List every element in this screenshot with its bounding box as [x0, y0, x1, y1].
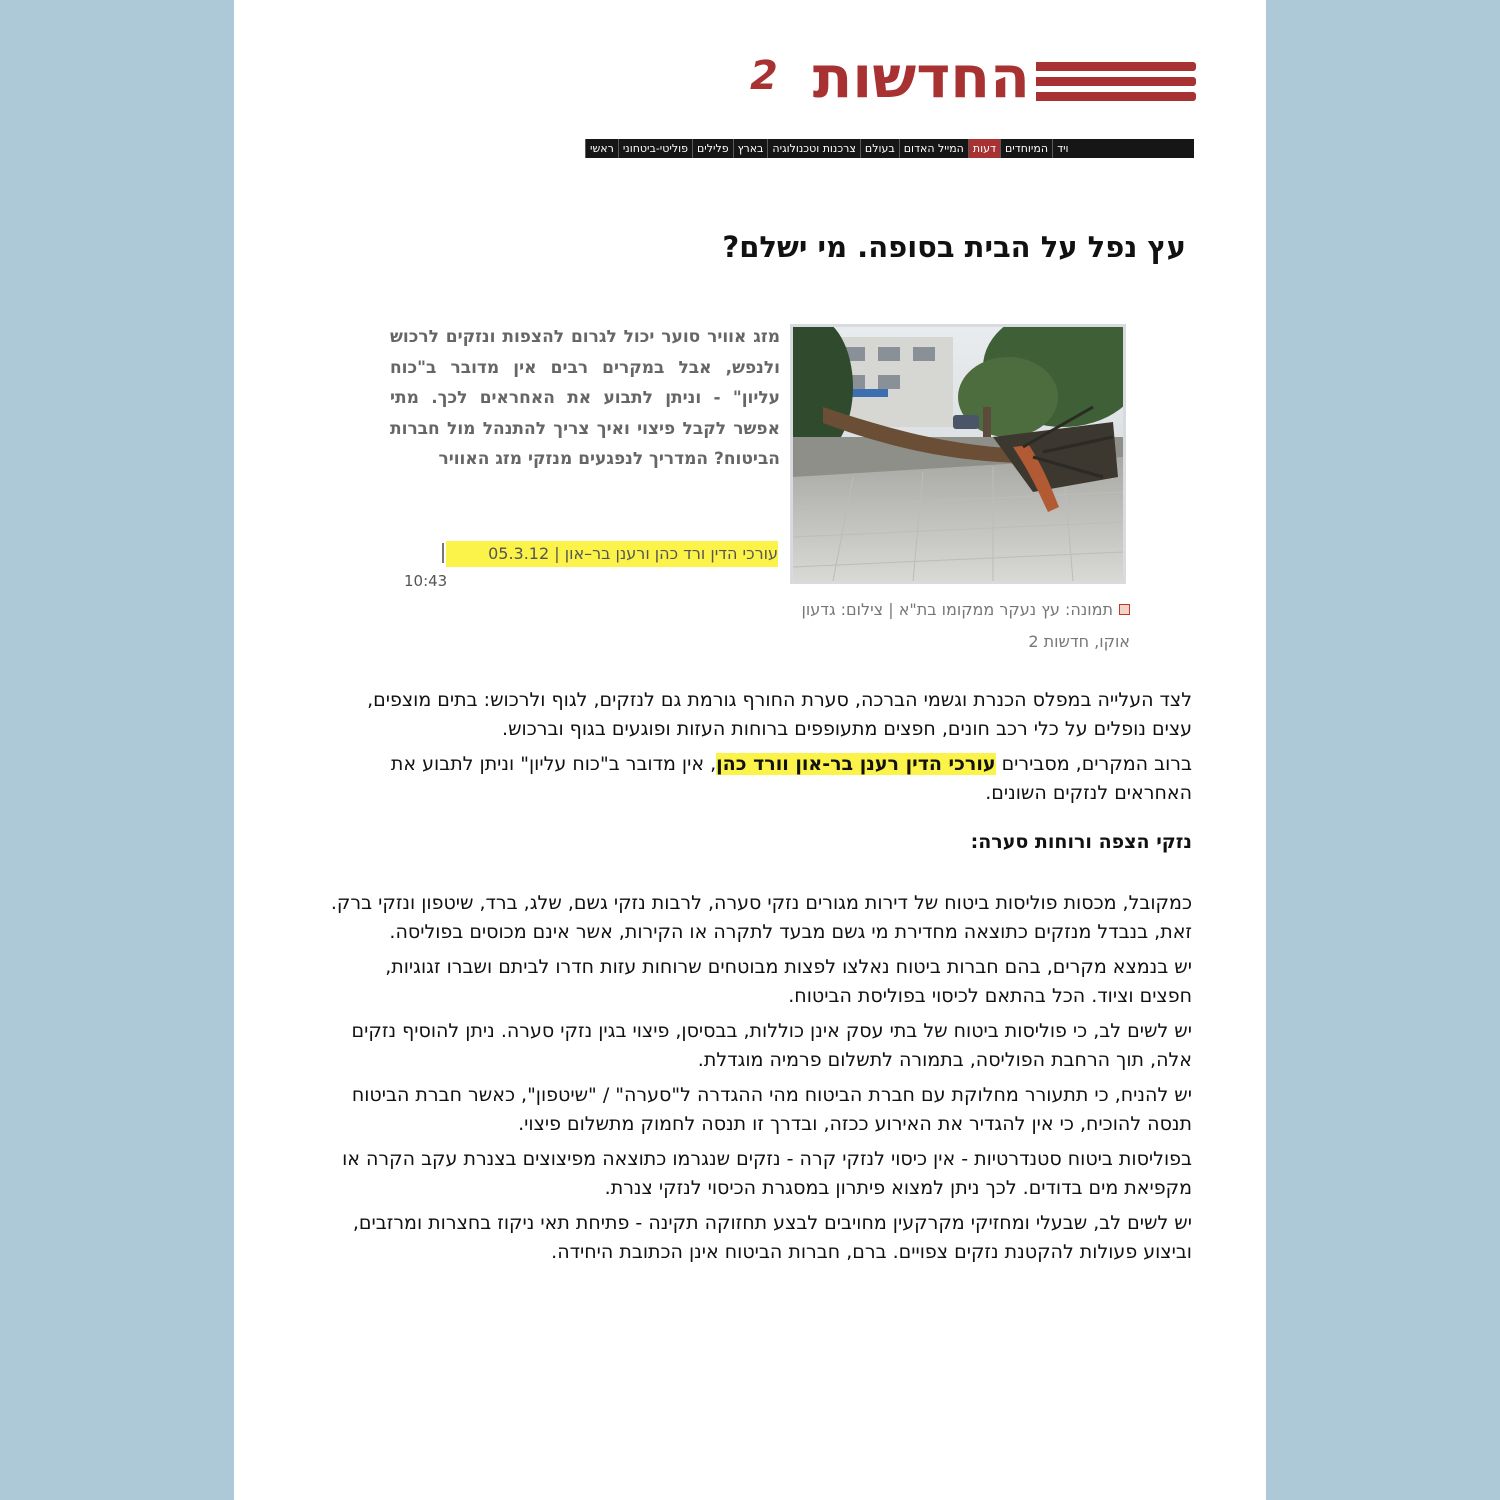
logo-stripes-icon — [1036, 62, 1196, 110]
photo-caption — [790, 594, 1130, 658]
article-lead: מזג אוויר סוער יכול לגרום להצפות ונזקים לרכוש ולנפש, אבל במקרים רבים אין מדובר ב"כוח עליון" - וניתן לתבוע את האחראים לכך. מתי אפשר לקבל פיצוי ואיך צריך להתנהל מול חברות הביטוח? המדריך לנפגעים מנזקי מזג האוויר — [390, 327, 780, 469]
nav-item[interactable]: צרכנות וטכנולוגיה — [767, 139, 859, 158]
nav-item[interactable]: פוליטי-ביטחוני — [618, 139, 692, 158]
article-byline[interactable]: עורכי הדין ורד כהן ורענן בר–און | 05.3.12 — [446, 541, 778, 567]
paragraph: כמקובל, מכסות פוליסות ביטוח של דירות מגורים נזקי סערה, לרבות נזקי גשם, שלג, ברד, שיטפון ונזקי ברק. זאת, בנבדל מנזקים כתוצאה מחדירת מי גשם מבעד לתקרה או הקירות, אשר אינם מכוסים בפוליסה. — [330, 892, 1192, 943]
caption-bullet-icon — [1119, 604, 1130, 615]
nav-item[interactable]: פלילים — [692, 139, 733, 158]
nav-item[interactable]: בארץ — [733, 139, 768, 158]
article-photo — [790, 324, 1126, 584]
paragraph: יש להניח, כי תתעורר מחלוקת עם חברת הביטוח מהי ההגדרה ל"סערה" / "שיטפון", כאשר חברת הביטוח תנסה להוכיח, כי אין להגדיר את האירוע ככזה, ובדרך זו תנסה לחמוק מתשלום פיצוי. — [351, 1084, 1192, 1135]
article-time: 10:43 — [404, 572, 448, 590]
paragraph: יש לשים לב, כי פוליסות ביטוח של בתי עסק אינן כוללות, בבסיסן, פיצוי בגין נזקי סערה. ניתן להוסיף נזקים אלה, תוך הרחבת הפוליסה, בתמורה לתשלום פרמיה מוגדלת. — [351, 1020, 1192, 1071]
logo-text: החדשות — [812, 43, 1030, 111]
nav-item[interactable]: בעולם — [860, 139, 899, 158]
nav-item[interactable]: ראשי — [585, 139, 618, 158]
paragraph — [330, 750, 1192, 808]
caption-text: תמונה: עץ נעקר ממקומו בת"א | צילום: גדעון אוקו, חדשות 2 — [801, 600, 1130, 651]
paragraph: בפוליסות ביטוח סטנדרטיות - אין כיסוי לנזקי קרה - נזקים שנגרמו כתוצאה מפיצוצים בצנרת עקב הקרה או מקפיאת מים בדודים. לכך ניתן למצוא פיתרון במסגרת הכיסוי לנזקי צנרת. — [342, 1148, 1192, 1199]
section-heading: נזקי הצפה ורוחות סערה: — [970, 831, 1192, 853]
article-body — [330, 686, 1192, 1273]
paragraph-text: ברוב המקרים, מסבירים — [995, 753, 1192, 775]
article-title: עץ נפל על הבית בסופה. מי ישלם? — [722, 230, 1186, 264]
nav-item[interactable]: ויד — [1052, 139, 1072, 158]
byline-divider — [442, 543, 444, 563]
nav-item[interactable]: המיוחדים — [1000, 139, 1052, 158]
logo-number: 2 — [750, 53, 778, 99]
main-nav — [585, 139, 1194, 158]
highlighted-authors: עורכי הדין רענן בר-און וורד כהן — [716, 753, 996, 775]
paragraph: יש לשים לב, שבעלי ומחזיקי מקרקעין מחויבים לבצע תחזוקה תקינה - פתיחת תאי ניקוז בחצרות ומרזבים, וביצוע פעולות להקטנת נזקים צפויים. ברם, חברות הביטוח אינן הכתובת היחידה. — [352, 1212, 1192, 1263]
nav-item[interactable]: דעות — [968, 139, 1000, 158]
site-logo[interactable] — [750, 43, 1196, 112]
paragraph: יש בנמצא מקרים, בהם חברות ביטוח נאלצו לפצות מבוטחים שרוחות עזות חדרו לביתם ושברו זגוגיות, חפצים וציוד. הכל בהתאם לכיסוי בפוליסת הביטוח. — [385, 956, 1192, 1007]
paragraph: לצד העלייה במפלס הכנרת וגשמי הברכה, סערת החורף גורמת גם לנזקים, לגוף ולרכוש: בתים מוצפים, עצים נופלים על כלי רכב חונים, חפצים מתעופפים ברוחות העזות ופוגעים בגוף וברכוש. — [367, 689, 1192, 740]
nav-item[interactable]: המייל האדום — [899, 139, 968, 158]
paragraph-text: , אין מדובר ב"כוח עליון" וניתן לתבוע את האחראים לנזקים השונים. — [390, 753, 1192, 804]
